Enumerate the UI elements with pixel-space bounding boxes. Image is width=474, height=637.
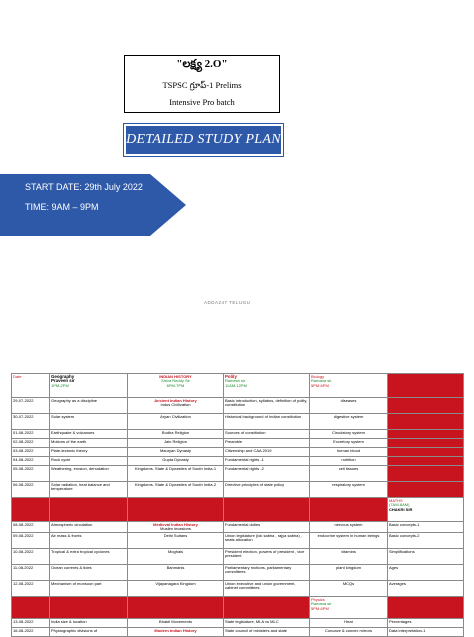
date-cell: 06-08-2022 [12,482,50,498]
polity-cell: Preamble [224,439,310,448]
table-row [12,482,464,498]
polity-cell: Fundamental duties [224,522,310,533]
date-cell: 29-07-2022 [12,398,50,414]
geography-cell: Motions of the earth [50,439,128,448]
red-cell [388,374,464,398]
history-cell: Kingdoms, State & Dynasties of South India-2 [128,482,224,498]
course-batch: Intensive Pro batch [169,97,235,107]
history-cell: Vijayanagara Kingdom [128,581,224,597]
maths-cell [388,457,464,466]
maths-cell [388,439,464,448]
date-cell: 10-08-2022 [12,549,50,565]
history-cell: Ancient Indian History Indus Civilization [128,398,224,414]
table-row [12,533,464,549]
geography-cell: Earthquake & volcanoes [50,430,128,439]
maths-cell [388,448,464,457]
table-row [12,628,464,637]
study-plan-banner: DETAILED STUDY PLAN [124,124,283,156]
biology-cell: nervous system [310,522,388,533]
polity-cell: Fundamental rights -1 [224,457,310,466]
polity-cell: Union executive and union government, cabinet committees [224,581,310,597]
table-header-row [12,374,464,398]
history-header: INDIAN HISTORY Shiva Reddy Sir 6PM-7PM [128,374,224,398]
study-plan-table [11,373,464,637]
history-cell: Aryan Civilization [128,414,224,430]
biology-cell: Excretory system [310,439,388,448]
geography-cell: Solar radiation, heat balance and temperature [50,482,128,498]
publisher-footer: ADDA247 TELUGU [204,300,251,305]
geography-cell: Air mass & fronts [50,533,128,549]
biology-cell: vitamins [310,549,388,565]
maths-cell: Basic concepts-2 [388,533,464,549]
history-cell: Gupta Dynasty [128,457,224,466]
maths-cell: Simplifications [388,549,464,565]
history-cell: Bahmanis [128,565,224,581]
biology-cell: diseases [310,398,388,414]
date-cell: 04-08-2022 [12,457,50,466]
biology-header: Biology Ramana sir 5PM-6PM [310,374,388,398]
maths-cell [388,430,464,439]
polity-cell: State legislature, MLA vs MLC [224,619,310,628]
date-cell: 08-08-2022 [12,522,50,533]
maths-cell [388,482,464,498]
geography-cell: Ocean currents & tides [50,565,128,581]
polity-cell: Basic introduction, syllabus, definition of polity, constitution [224,398,310,414]
table-row [12,565,464,581]
polity-cell: President election, powers of president , vice president [224,549,310,565]
history-cell: Mauryan Dynasty [128,448,224,457]
date-header: Date [12,374,50,398]
biology-cell: human blood [310,448,388,457]
maths-cell: Basic concepts-1 [388,522,464,533]
table-row [12,457,464,466]
biology-cell: Heat [310,619,388,628]
date-cell: 12-08-2022 [12,581,50,597]
geography-cell: Rock cycle [50,457,128,466]
history-cell: Kingdoms, State & Dynasties of South India-1 [128,466,224,482]
history-cell: Delhi Sultans [128,533,224,549]
maths-cell: Percentages [388,619,464,628]
title-box [124,55,280,113]
table-row [12,448,464,457]
polity-cell: State council of ministers and state [224,628,310,637]
date-cell: 16-08-2022 [12,628,50,637]
table-row [12,414,464,430]
geography-cell: Atmospheric circulation [50,522,128,533]
geography-header: Geography Praveen sir 1PM-2PM [50,374,128,398]
geography-cell: Mechanism of monsoon part [50,581,128,597]
maths-cell [388,398,464,414]
red-separator-row [12,597,464,619]
polity-cell: Parliamentary motions, parliamentary committees [224,565,310,581]
history-cell: Medieval Indian History Muslim Invasions [128,522,224,533]
date-cell: 13-08-2022 [12,619,50,628]
table-row [12,466,464,482]
biology-cell: cell tissues [310,466,388,482]
history-cell: Bhakti Movements [128,619,224,628]
history-cell: Moghals [128,549,224,565]
geography-cell: Solar system [50,414,128,430]
maths-cell: Ages [388,565,464,581]
date-cell: 01-08-2022 [12,430,50,439]
history-cell: Modern Indian History [128,628,224,637]
red-separator-row [12,498,464,522]
history-cell: Jain Religion [128,439,224,448]
polity-cell: Union legislature (lok sabha , rajya sabha) , seats allocation [224,533,310,549]
table-row [12,619,464,628]
maths-cell: Data interpretation-1 [388,628,464,637]
table-row [12,581,464,597]
maths-cell [388,414,464,430]
table-row [12,522,464,533]
polity-cell: Sources of constitution [224,430,310,439]
course-title: "లక్ష్య 2.O" [176,58,228,70]
biology-cell: respiratory system [310,482,388,498]
polity-cell: Fundamental rights -2 [224,466,310,482]
date-cell: 09-08-2022 [12,533,50,549]
biology-cell: digestive system [310,414,388,430]
maths-header: MATHS (7AM-8AM) CHAKRI SIR [388,498,464,522]
history-cell: Budha Religion [128,430,224,439]
class-time: TIME: 9AM – 9PM [25,202,99,212]
table-row [12,398,464,414]
geography-cell: Weathering, erosion, denudation [50,466,128,482]
physics-header: Physics Ramana sir 5PM-6PM [310,597,388,619]
date-cell: 30-07-2022 [12,414,50,430]
maths-cell [388,466,464,482]
table-row [12,430,464,439]
geography-cell: Plate-tectonic theory [50,448,128,457]
geography-cell: India size & location [50,619,128,628]
biology-cell: plant kingdom [310,565,388,581]
date-cell: 03-08-2022 [12,448,50,457]
biology-cell: MCQs [310,581,388,597]
geography-cell: Geography as a discipline [50,398,128,414]
polity-cell: Directive principles of state policy [224,482,310,498]
table-row [12,439,464,448]
date-cell: 02-08-2022 [12,439,50,448]
table-row [12,549,464,565]
polity-cell: Historical background of Indian constitution [224,414,310,430]
start-date: START DATE: 29th July 2022 [25,182,143,192]
date-cell: 05-08-2022 [12,466,50,482]
date-cell: 11-08-2022 [12,565,50,581]
biology-cell: nutrition [310,457,388,466]
polity-cell: Citizenship and CAA 2019 [224,448,310,457]
biology-cell: Circulatory system [310,430,388,439]
course-subtitle: TSPSC గ్రూప్-1 Prelims [162,80,242,90]
geography-cell: Tropical & extra tropical cyclones [50,549,128,565]
biology-cell: Concave & convex mirrors [310,628,388,637]
biology-cell: endocrine system in human beings [310,533,388,549]
geography-cell: Physiographic divisions of [50,628,128,637]
polity-header: Polity Ramesh sir 11AM-12PM [224,374,310,398]
maths-cell: Averages [388,581,464,597]
